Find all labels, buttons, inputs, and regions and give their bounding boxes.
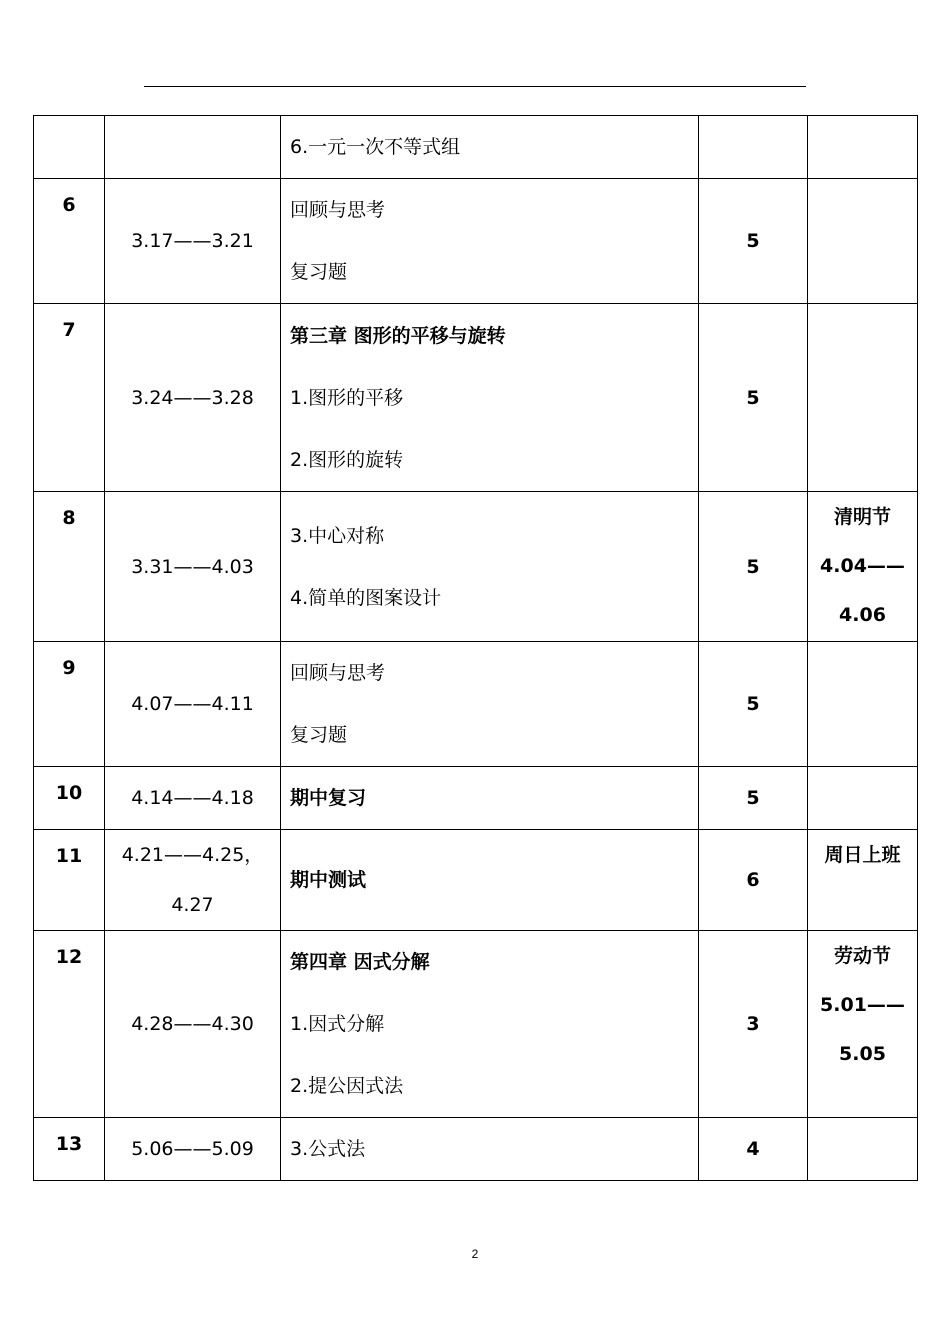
date-cell	[105, 304, 281, 492]
note-cell	[808, 1118, 918, 1181]
content-line: 回顾与思考	[290, 199, 386, 221]
holiday-name: 劳动节	[833, 945, 891, 967]
table-row	[34, 830, 918, 931]
content-cell	[281, 304, 699, 492]
date-cell	[105, 492, 281, 642]
date-line: 3.17——3.21	[131, 230, 254, 252]
week-cell	[34, 116, 105, 179]
note-cell	[808, 931, 918, 1118]
content-line: 1.因式分解	[290, 1013, 385, 1035]
hours-cell: 5	[699, 304, 808, 492]
hours-cell: 5	[699, 179, 808, 304]
hours-cell: 4	[699, 1118, 808, 1181]
week-cell: 10	[34, 767, 105, 830]
hours-cell: 5	[699, 492, 808, 642]
holiday-range: 5.01——	[820, 994, 905, 1016]
holiday-name: 清明节	[833, 506, 891, 528]
date-line: 4.07——4.11	[131, 693, 254, 715]
holiday-range: 4.04——	[820, 555, 905, 577]
chapter-title: 第四章 因式分解	[290, 951, 430, 973]
date-line: 3.31——4.03	[131, 555, 254, 578]
date-cell	[105, 1118, 281, 1181]
table-row	[34, 492, 918, 642]
content-line: 6.一元一次不等式组	[290, 136, 461, 158]
note-cell	[808, 116, 918, 179]
page-number: 2	[471, 1247, 479, 1261]
hours-cell: 5	[699, 767, 808, 830]
table-row	[34, 304, 918, 492]
date-line: 3.24——3.28	[131, 386, 254, 409]
content-line: 3.中心对称	[290, 524, 385, 547]
week-cell: 8	[34, 492, 105, 642]
date-line: 4.21——4.25，	[121, 844, 264, 866]
week-cell: 6	[34, 179, 105, 304]
week-cell: 7	[34, 304, 105, 492]
content-line: 1.图形的平移	[290, 386, 404, 409]
table-row	[34, 767, 918, 830]
content-cell	[281, 931, 699, 1118]
chapter-title: 第三章 图形的平移与旋转	[290, 324, 506, 347]
content-cell	[281, 179, 699, 304]
content-line: 期中测试	[290, 869, 367, 891]
content-cell	[281, 642, 699, 767]
note-cell	[808, 642, 918, 767]
content-line: 3.公式法	[290, 1138, 366, 1160]
header-rule	[144, 86, 806, 87]
table-row	[34, 116, 918, 179]
week-cell: 9	[34, 642, 105, 767]
content-cell	[281, 767, 699, 830]
content-line: 复习题	[290, 261, 348, 283]
content-cell	[281, 492, 699, 642]
holiday-range: 4.06	[839, 604, 886, 626]
hours-cell: 3	[699, 931, 808, 1118]
date-cell	[105, 116, 281, 179]
content-line: 2.图形的旋转	[290, 448, 404, 471]
date-line: 5.06——5.09	[131, 1138, 254, 1160]
hours-cell	[699, 116, 808, 179]
date-cell	[105, 830, 281, 931]
holiday-range: 5.05	[839, 1043, 886, 1065]
date-line: 4.14——4.18	[131, 787, 254, 809]
date-cell	[105, 767, 281, 830]
content-line: 回顾与思考	[290, 662, 386, 684]
note-cell	[808, 767, 918, 830]
week-cell: 12	[34, 931, 105, 1118]
date-cell	[105, 642, 281, 767]
week-cell: 11	[34, 830, 105, 931]
content-cell	[281, 830, 699, 931]
hours-cell: 6	[699, 830, 808, 931]
date-line: 4.27	[171, 894, 214, 916]
content-line: 复习题	[290, 724, 348, 746]
table-row	[34, 642, 918, 767]
date-cell	[105, 179, 281, 304]
holiday-name: 周日上班	[824, 844, 901, 866]
date-cell	[105, 931, 281, 1118]
content-line: 2.提公因式法	[290, 1075, 404, 1097]
date-line: 4.28——4.30	[131, 1013, 254, 1035]
table-row	[34, 931, 918, 1118]
schedule-body	[34, 116, 918, 1181]
week-cell: 13	[34, 1118, 105, 1181]
note-cell	[808, 179, 918, 304]
content-line: 4.简单的图案设计	[290, 586, 442, 609]
hours-cell: 5	[699, 642, 808, 767]
table-row	[34, 179, 918, 304]
note-cell	[808, 830, 918, 931]
note-cell	[808, 492, 918, 642]
content-line: 期中复习	[290, 787, 367, 809]
content-cell	[281, 116, 699, 179]
schedule-table	[33, 115, 918, 1181]
table-row	[34, 1118, 918, 1181]
content-cell	[281, 1118, 699, 1181]
note-cell	[808, 304, 918, 492]
